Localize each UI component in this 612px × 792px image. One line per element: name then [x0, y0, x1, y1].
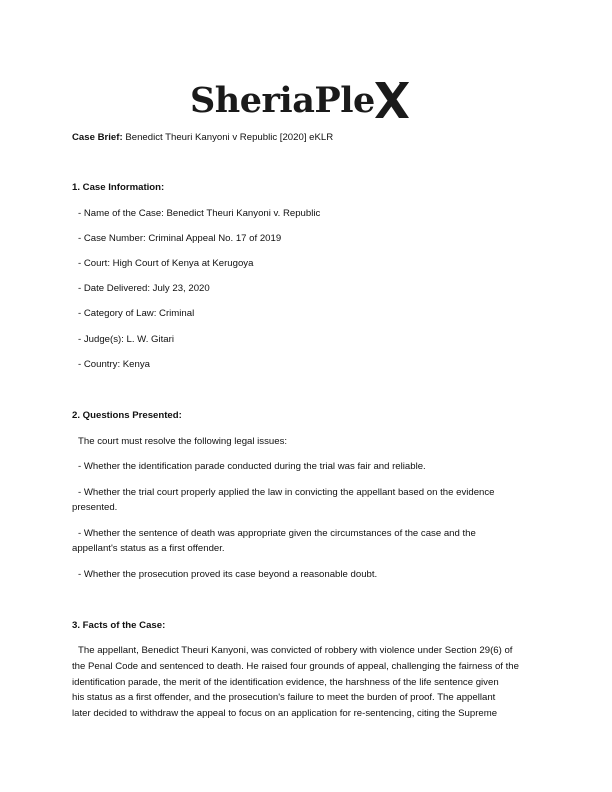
question-item: - Whether the sentence of death was appropriate given the circumstances of the case and the	[78, 528, 476, 539]
logo-x-mark-icon	[373, 80, 411, 120]
facts-line: identification parade, the merit of the identification evidence, the harshness of the life sentence given	[72, 677, 499, 688]
case-info-item: - Category of Law: Criminal	[78, 308, 195, 319]
case-info-item: - Case Number: Criminal Appeal No. 17 of 2019	[78, 233, 282, 244]
case-info-item: - Country: Kenya	[78, 359, 150, 370]
case-brief-label: Case Brief:	[72, 132, 123, 143]
case-info-item: - Date Delivered: July 23, 2020	[78, 283, 210, 294]
section-3-heading: 3. Facts of the Case:	[72, 620, 166, 631]
question-item: - Whether the prosecution proved its case beyond a reasonable doubt.	[78, 569, 378, 580]
facts-line: The appellant, Benedict Theuri Kanyoni, was convicted of robbery with violence under Section 29(6) of	[78, 645, 513, 656]
case-info-item: - Court: High Court of Kenya at Kerugoya	[78, 258, 254, 269]
case-brief-line	[72, 130, 542, 145]
logo-text: SheriaPle	[190, 79, 375, 121]
case-info-item: - Judge(s): L. W. Gitari	[78, 334, 174, 345]
question-item-continued: presented.	[72, 502, 118, 513]
facts-line: the Penal Code and sentenced to death. He raised four grounds of appeal, challenging the fairness of the	[72, 661, 519, 672]
section-1-heading: 1. Case Information:	[72, 182, 165, 193]
question-item: - Whether the identification parade conducted during the trial was fair and reliable.	[78, 461, 426, 472]
question-item-continued: appellant's status as a first offender.	[72, 543, 225, 554]
sheriaplex-logo	[190, 78, 411, 122]
case-brief-title: Benedict Theuri Kanyoni v Republic [2020] eKLR	[125, 132, 334, 143]
case-info-item: - Name of the Case: Benedict Theuri Kanyoni v. Republic	[78, 208, 321, 219]
question-item: - Whether the trial court properly applied the law in convicting the appellant based on the evidence	[78, 487, 495, 498]
questions-intro: The court must resolve the following legal issues:	[78, 436, 288, 447]
section-2-heading: 2. Questions Presented:	[72, 410, 182, 421]
facts-line: his status as a first offender, and the prosecution's failure to meet the burden of proof. The appellant	[72, 692, 496, 703]
facts-line: later decided to withdraw the appeal to focus on an application for re-sentencing, citing the Supreme	[72, 708, 498, 719]
